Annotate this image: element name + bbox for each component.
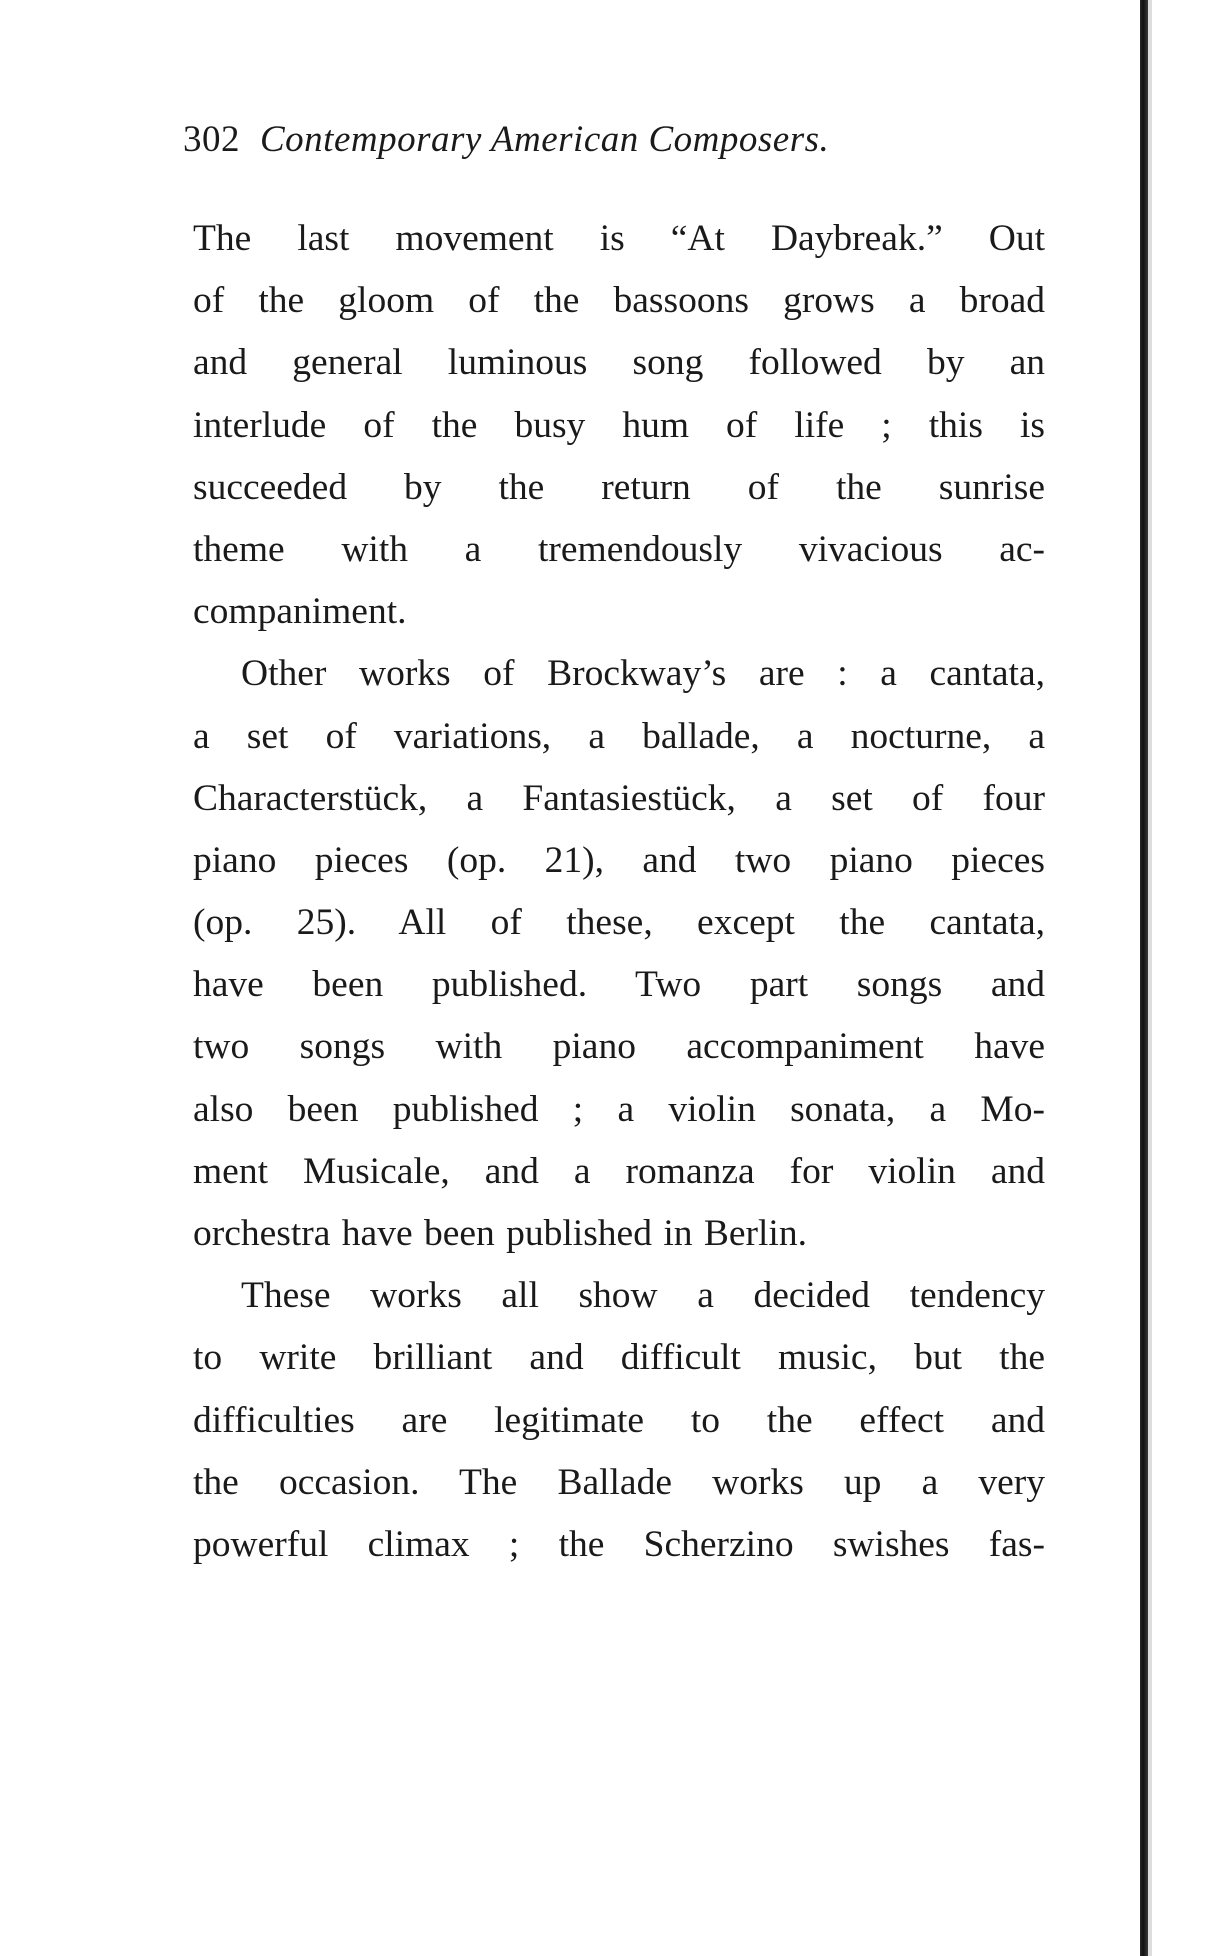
running-header [183,118,829,161]
text-line: piano pieces (op. 21), and two piano pieces [193,839,1045,881]
text-line: two songs with piano accompaniment have [193,1026,1045,1068]
text-line: Characterstück, a Fantasiestück, a set of four [193,777,1045,819]
text-line: These works all show a decided tendency [241,1275,1045,1317]
text-line: powerful climax ; the Scherzino swishes fas- [193,1523,1045,1565]
text-line: of the gloom of the bassoons grows a broad [193,280,1045,322]
text-line: succeeded by the return of the sunrise [193,466,1045,508]
text-line: companiment. [193,591,407,633]
text-line: orchestra have been published in Berlin. [193,1213,807,1254]
text-line: The last movement is “At Daybreak.” Out [193,218,1045,259]
text-line: and general luminous song followed by an [193,342,1045,384]
page-number: 302 [183,119,240,160]
page-binding-edge [1140,0,1148,1956]
text-line: to write brilliant and difficult music, but the [193,1337,1045,1379]
text-line: (op. 25). All of these, except the cantata, [193,902,1045,944]
text-line: also been published ; a violin sonata, a Mo- [193,1088,1045,1130]
text-line: have been published. Two part songs and [193,964,1045,1006]
text-line: Other works of Brockway’s are : a cantata, [241,653,1045,695]
text-line: ment Musicale, and a romanza for violin and [193,1150,1045,1192]
text-line: the occasion. The Ballade works up a very [193,1461,1045,1503]
page-binding-shadow [1148,0,1152,1956]
text-line: difficulties are legitimate to the effect and [193,1399,1045,1441]
text-line: theme with a tremendously vivacious ac- [193,528,1045,570]
text-line: interlude of the busy hum of life ; this is [193,404,1045,446]
text-line: a set of variations, a ballade, a nocturne, a [193,715,1045,757]
running-title: Contemporary American Composers. [260,119,830,160]
body-text [193,208,1045,1576]
